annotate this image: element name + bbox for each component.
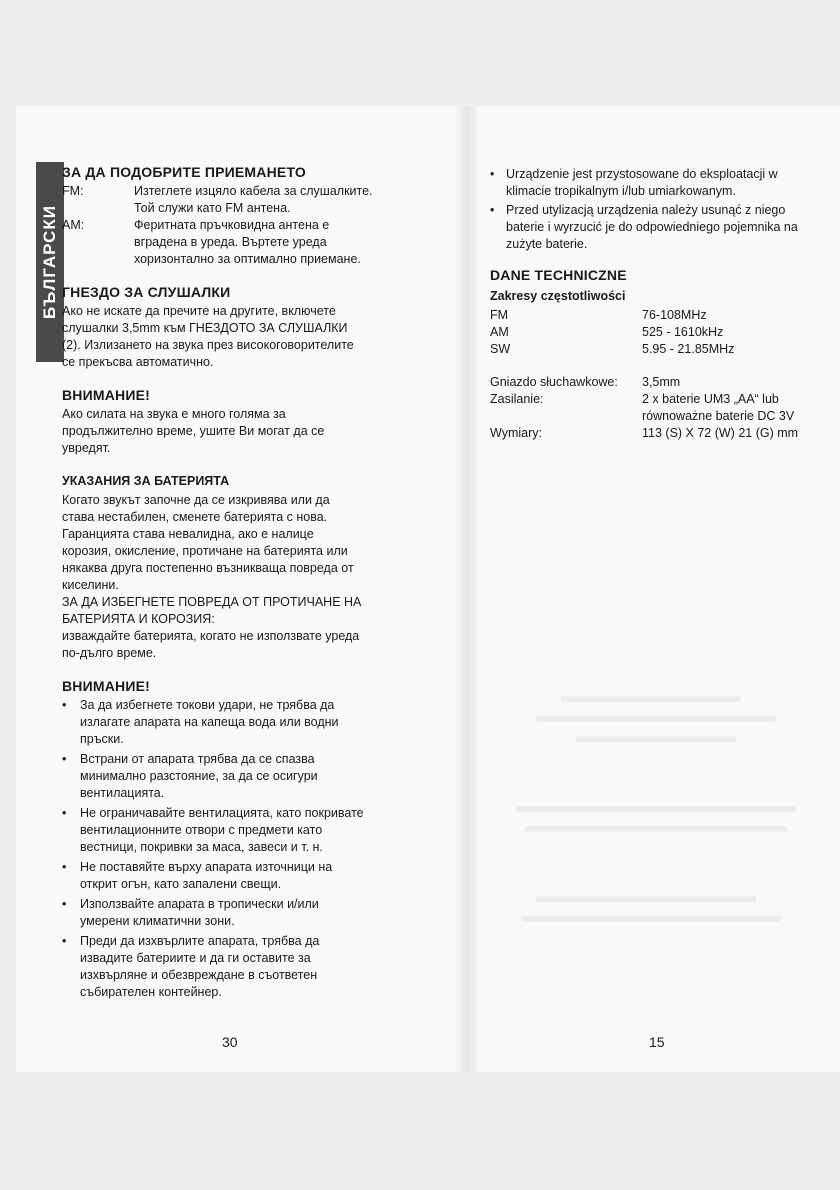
fm-term: FM: — [62, 184, 84, 198]
volume-warning-heading: ВНИМАНИЕ! — [62, 387, 151, 403]
headphones-line: Ако не искате да пречите на другите, включете — [62, 304, 336, 318]
fm-desc-line: Изтеглете изцяло кабела за слушалките. — [134, 184, 373, 198]
list-item-line: изхвърляне и обезвреждане в съответен — [80, 968, 318, 982]
document-spread — [16, 106, 840, 1072]
headphones-line: се прекъсва автоматично. — [62, 355, 214, 369]
battery-subheading-line: БАТЕРИЯТА И КОРОЗИЯ: — [62, 612, 215, 626]
spec-value: 2 x baterie UM3 „AA“ lub — [642, 392, 779, 406]
list-item-line: вентилацията. — [80, 786, 165, 800]
list-item — [62, 805, 412, 856]
right-page-number: 15 — [649, 1034, 665, 1050]
headphones-line: слушалки 3,5mm към ГНЕЗДОТО ЗА СЛУШАЛКИ — [62, 321, 348, 335]
list-item — [62, 859, 412, 893]
volume-warning-line: увредят. — [62, 441, 111, 455]
reception-heading: ЗА ДА ПОДОБРИТЕ ПРИЕМАНЕТО — [62, 164, 306, 180]
tech-specs-heading: DANE TECHNICZNE — [490, 267, 627, 283]
band-label: AM — [490, 325, 509, 339]
spec-row — [490, 374, 840, 391]
spec-label: Wymiary: — [490, 426, 542, 440]
language-tab-label: БЪЛГАРСКИ — [40, 205, 60, 319]
am-term: AM: — [62, 218, 85, 232]
reception-section — [62, 164, 412, 268]
fm-desc-line: Той служи като FM антена. — [134, 201, 291, 215]
band-label: FM — [490, 308, 509, 322]
volume-warning-section — [62, 387, 412, 457]
left-page-number: 30 — [222, 1034, 238, 1050]
list-item-line: klimacie tropikalnym i/lub umiarkowanym. — [506, 184, 736, 198]
battery-line: корозия, окисление, протичане на батерията или — [62, 544, 348, 558]
language-tab — [36, 162, 64, 362]
band-row — [490, 324, 840, 341]
battery-line: става нестабилен, сменете батерията с нова. — [62, 510, 328, 524]
left-page — [62, 164, 412, 1004]
am-row — [62, 217, 412, 268]
list-item — [490, 202, 840, 253]
list-item-line: открит огън, като запалени свещи. — [80, 877, 282, 891]
spec-row — [490, 425, 840, 442]
band-row — [490, 341, 840, 358]
spec-value: 3,5mm — [642, 375, 681, 389]
list-item — [62, 697, 412, 748]
am-desc-line: хоризонтално за оптимално приемане. — [134, 252, 361, 266]
list-item-line: • Не ограничавайте вентилацията, като покривате — [80, 806, 364, 820]
list-item-line: • Urządzenie jest przystosowane do eksploatacji w — [506, 167, 778, 181]
spec-row — [490, 391, 840, 425]
am-desc-line: вградена в уреда. Въртете уреда — [134, 235, 327, 249]
frequency-subheading: Zakresy częstotliwości — [490, 289, 626, 303]
battery-line: някаква друга постепенно възникваща повреда от — [62, 561, 354, 575]
list-item-line: • Преди да изхвърлите апарата, трябва да — [80, 934, 320, 948]
list-item-line: излагате апарата на капеща вода или водни — [80, 715, 339, 729]
list-item-line: zużyte baterie. — [506, 237, 588, 251]
list-item-line: • Встрани от апарата трябва да се спазва — [80, 752, 315, 766]
list-item-line: умерени климатични зони. — [80, 914, 235, 928]
list-item-line: вестници, покривки за маса, завеси и т. н. — [80, 840, 323, 854]
list-item-line: baterie i wyrzucić je do odpowiedniego pojemnika na — [506, 220, 798, 234]
spec-value: równoważne baterie DC 3V — [642, 409, 795, 423]
battery-heading: УКАЗАНИЯ ЗА БАТЕРИЯТА — [62, 474, 230, 488]
notes-list — [490, 166, 840, 253]
fm-row — [62, 183, 412, 217]
headphones-line: (2). Излизането на звука през високоговорителите — [62, 338, 354, 352]
tech-specs-section — [490, 267, 840, 442]
list-item-line: пръски. — [80, 732, 124, 746]
list-item — [490, 166, 840, 200]
book-gutter — [456, 106, 478, 1072]
battery-line: киселини. — [62, 578, 119, 592]
list-item-line: • Przed utylizacją urządzenia należy usunąć z niego — [506, 203, 786, 217]
battery-section — [62, 473, 412, 662]
list-item-line: • Използвайте апарата в тропически и/или — [80, 897, 319, 911]
headphones-section — [62, 284, 412, 371]
band-row — [490, 307, 840, 324]
band-value: 525 - 1610kHz — [642, 325, 724, 339]
band-value: 76-108MHz — [642, 308, 707, 322]
headphones-heading: ГНЕЗДО ЗА СЛУШАЛКИ — [62, 284, 231, 300]
battery-tail-line: изваждайте батерията, когато не използвате уреда — [62, 629, 360, 643]
battery-tail-line: по-дълго време. — [62, 646, 157, 660]
list-item-line: • За да избегнете токови удари, не трябва да — [80, 698, 335, 712]
list-item — [62, 933, 412, 1001]
right-page — [490, 166, 840, 442]
list-item-line: вентилационните отвори с предмети като — [80, 823, 323, 837]
volume-warning-line: продължително време, ушите Ви могат да се — [62, 424, 325, 438]
battery-line: Гаранцията става невалидна, ако е налице — [62, 527, 314, 541]
list-item-line: минимално разстояние, за да се осигури — [80, 769, 318, 783]
am-desc-line: Феритната пръчковидна антена е — [134, 218, 330, 232]
list-item-line: извадите батериите и да ги оставите за — [80, 951, 311, 965]
safety-warning-section — [62, 678, 412, 1001]
battery-line: Когато звукът започне да се изкривява или да — [62, 493, 330, 507]
band-label: SW — [490, 342, 511, 356]
list-item — [62, 751, 412, 802]
spec-value: 113 (S) X 72 (W) 21 (G) mm — [642, 426, 799, 440]
band-value: 5.95 - 21.85MHz — [642, 342, 735, 356]
list-item-line: • Не поставяйте върху апарата източници на — [80, 860, 333, 874]
safety-list — [62, 697, 412, 1001]
spec-label: Zasilanie: — [490, 392, 544, 406]
list-item — [62, 896, 412, 930]
volume-warning-line: Ако силата на звука е много голяма за — [62, 407, 286, 421]
safety-warning-heading: ВНИМАНИЕ! — [62, 678, 151, 694]
list-item-line: събирателен контейнер. — [80, 985, 222, 999]
battery-subheading-line: ЗА ДА ИЗБЕГНЕТЕ ПОВРЕДА ОТ ПРОТИЧАНЕ НА — [62, 595, 362, 609]
spec-label: Gniazdo słuchawkowe: — [490, 375, 618, 389]
